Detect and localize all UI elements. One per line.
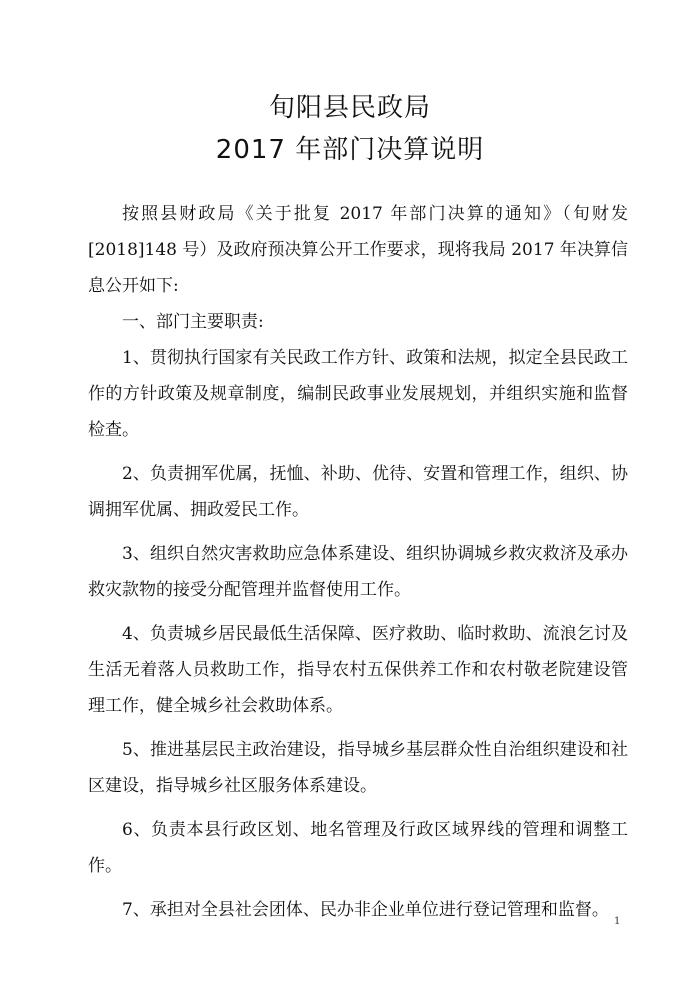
duty-item-3: 3、组织自然灾害救助应急体系建设、组织协调城乡救灾救济及承办救灾款物的接受分配管理并监督使用工作。: [88, 544, 628, 600]
document-body: [88, 196, 628, 928]
duty-item-5: 5、推进基层民主政治建设，指导城乡基层群众性自治组织建设和社区建设，指导城乡社区服务体系建设。: [88, 740, 628, 796]
duty-item-4: 4、负责城乡居民最低生活保障、医疗救助、临时救助、流浪乞讨及生活无着落人员救助工作，指导农村五保供养工作和农村敬老院建设管理工作，健全城乡社会救助体系。: [88, 624, 628, 716]
document-subtitle: 2017 年部门决算说明: [215, 135, 485, 165]
duty-item-2: 2、负责拥军优属，抚恤、补助、优待、安置和管理工作，组织、协调拥军优属、拥政爱民工作。: [88, 464, 628, 520]
document-title: 旬阳县民政局: [268, 93, 431, 123]
page-number: 1: [614, 916, 621, 927]
intro-paragraph: 按照县财政局《关于批复 2017 年部门决算的通知》（旬财发[2018]148 号）及政府预决算公开工作要求，现将我局 2017 年决算信息公开如下:: [88, 204, 628, 296]
section-heading: 一、部门主要职责:: [122, 312, 264, 332]
duty-item-7: 7、承担对全县社会团体、民办非企业单位进行登记管理和监督。: [122, 900, 609, 920]
duty-item-1: 1、贯彻执行国家有关民政工作方针、政策和法规，拟定全县民政工作的方针政策及规章制度，编制民政事业发展规划，并组织实施和监督检查。: [88, 348, 628, 440]
duty-item-6: 6、负责本县行政区划、地名管理及行政区域界线的管理和调整工作。: [88, 820, 628, 876]
